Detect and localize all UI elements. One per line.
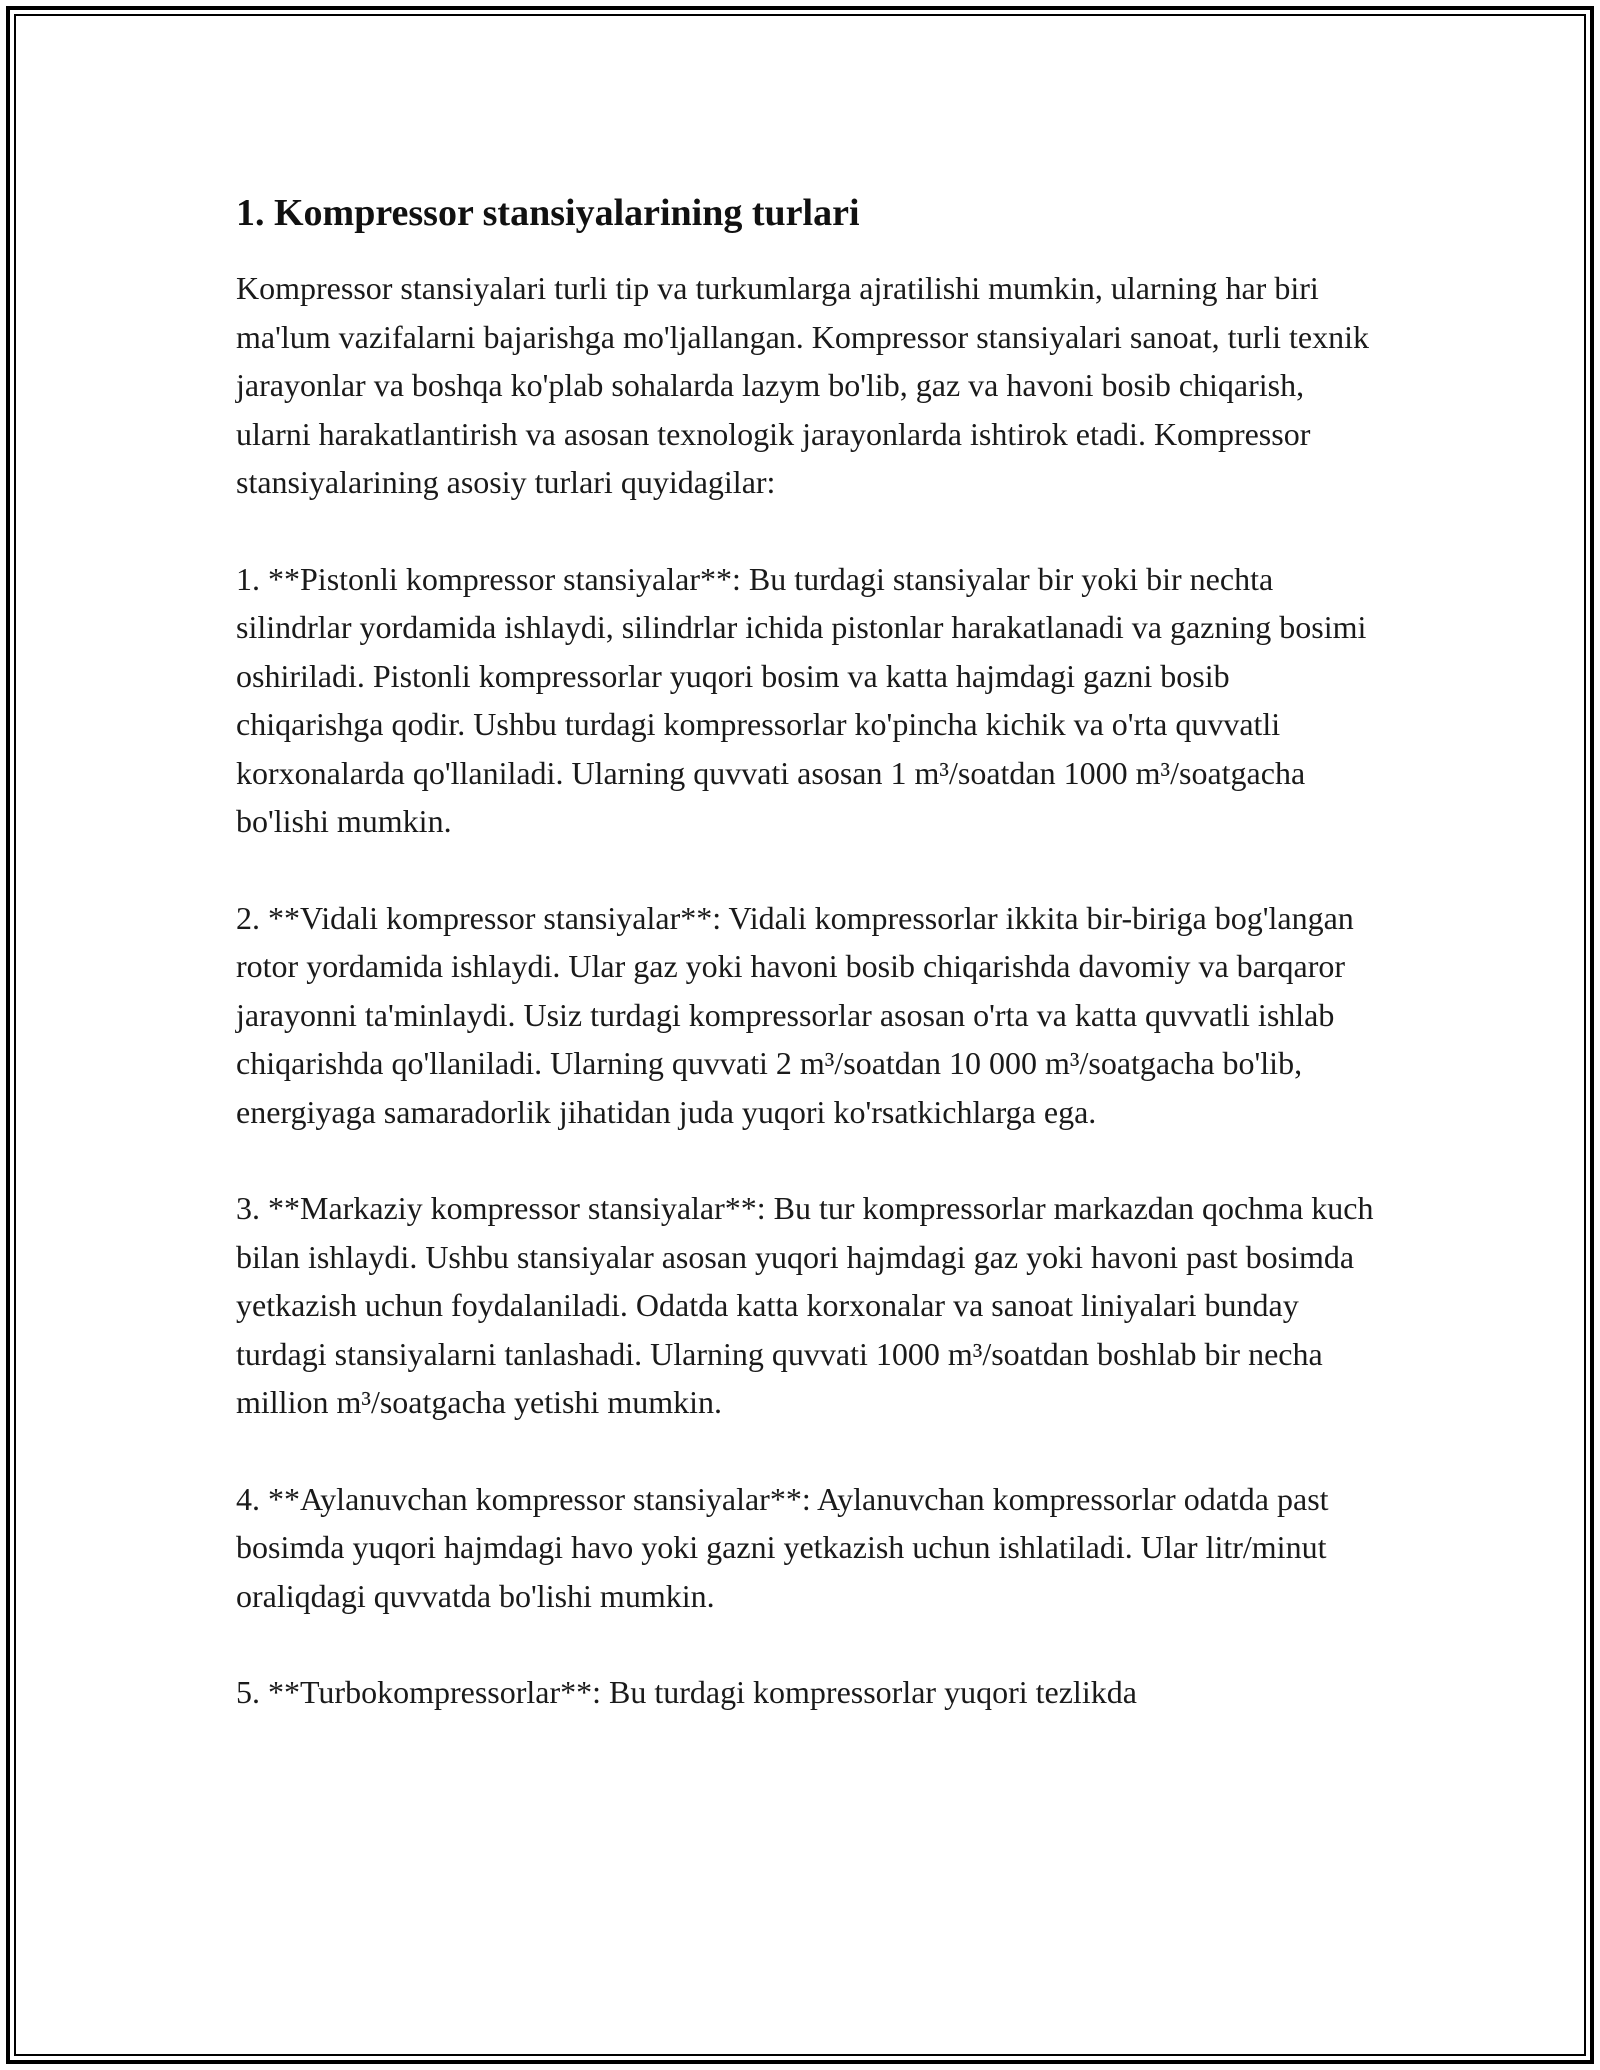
document-body xyxy=(236,188,1376,1765)
list-item-aylanuvchan: 4. **Aylanuvchan kompressor stansiyalar**: Aylanuvchan kompressorlar odatda past bosimda yuqori hajmdagi havo yoki gazni yetkazish uchun ishlatiladi. Ular litr/minut oraliqdagi quvvatda bo'lishi mumkin. xyxy=(236,1480,1329,1614)
section-heading: 1. Kompressor stansiyalarining turlari xyxy=(236,192,860,234)
intro-paragraph: Kompressor stansiyalari turli tip va turkumlarga ajratilishi mumkin, ularning har biri ma'lum vazifalarni bajarishga mo'ljallangan. Kompressor stansiyalari sanoat, turli texnik jarayonlar va boshqa ko'plab sohalarda lazym bo'lib, gaz va havoni bosib chiqarish, ularni harakatlantirish va asosan texnologik jarayonlarda ishtirok etadi. Kompressor stansiyalarining asosiy turlari quyidagilar: xyxy=(236,270,1369,500)
list-item-markaziy: 3. **Markaziy kompressor stansiyalar**: Bu tur kompressorlar markazdan qochma kuch bilan ishlaydi. Ushbu stansiyalar asosan yuqori hajmdagi gaz yoki havoni past bosimda yetkazish uchun foydalaniladi. Odatda katta korxonalar va sanoat liniyalari bunday turdagi stansiyalarni tanlashadi. Ularning quvvati 1000 m³/soatdan boshlab bir necha million m³/soatgacha yetishi mumkin. xyxy=(236,1190,1374,1420)
list-item-turbokompressorlar: 5. **Turbokompressorlar**: Bu turdagi kompressorlar yuqori tezlikda xyxy=(236,1674,1137,1710)
list-item-pistonli: 1. **Pistonli kompressor stansiyalar**: Bu turdagi stansiyalar bir yoki bir nechta silindrlar yordamida ishlaydi, silindrlar ichida pistonlar harakatlanadi va gazning bosimi oshiriladi. Pistonli kompressorlar yuqori bosim va katta hajmdagi gazni bosib chiqarishga qodir. Ushbu turdagi kompressorlar ko'pincha kichik va o'rta quvvatli korxonalarda qo'llaniladi. Ularning quvvati asosan 1 m³/soatdan 1000 m³/soatgacha bo'lishi mumkin. xyxy=(236,560,1367,839)
list-item-vidali: 2. **Vidali kompressor stansiyalar**: Vidali kompressorlar ikkita bir-biriga bog'langan rotor yordamida ishlaydi. Ular gaz yoki havoni bosib chiqarishda davomiy va barqaror jarayonni ta'minlaydi. Usiz turdagi kompressorlar asosan o'rta va katta quvvatli ishlab chiqarishda qo'llaniladi. Ularning quvvati 2 m³/soatdan 10 000 m³/soatgacha bo'lib, energiyaga samaradorlik jihatidan juda yuqori ko'rsatkichlarga ega. xyxy=(236,899,1354,1130)
